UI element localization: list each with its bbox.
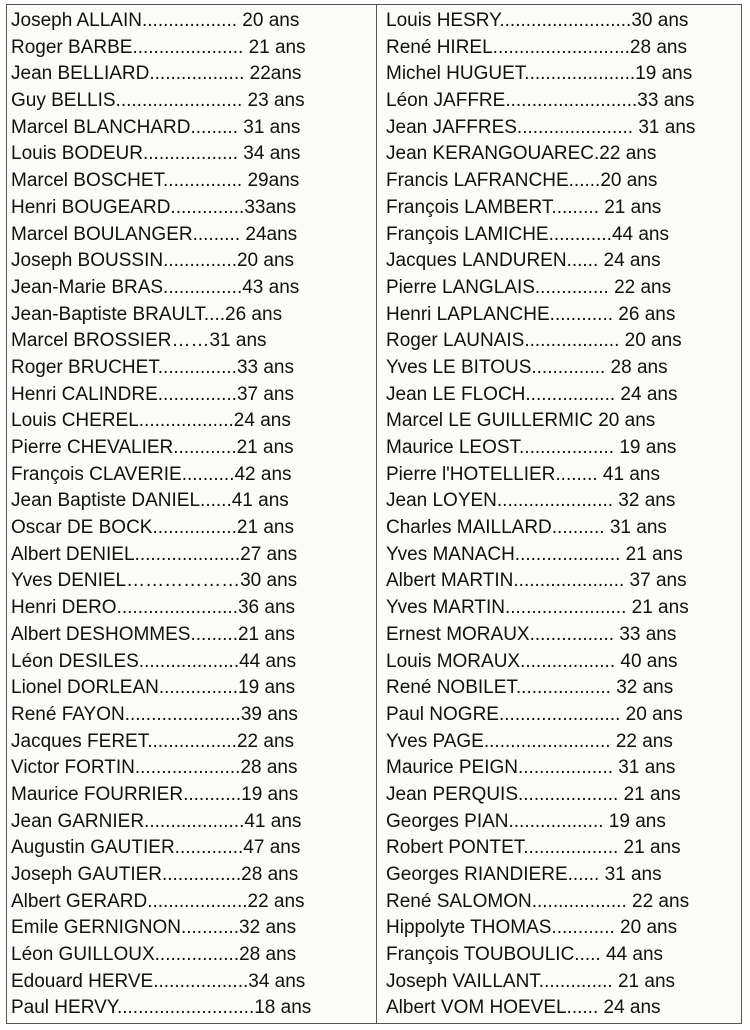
list-item: Jacques LANDUREN...... 24 ans bbox=[386, 250, 661, 272]
list-item: Joseph GAUTIER...............28 ans bbox=[11, 864, 299, 885]
list-item: Jean BELLIARD.................. 22ans bbox=[11, 63, 302, 85]
list-item: Louis MORAUX.................. 40 ans bbox=[386, 650, 678, 672]
list-item: Jacques FERET.................22 ans bbox=[11, 730, 295, 752]
list-item: Augustin GAUTIER.............47 ans bbox=[11, 837, 301, 859]
list-item: René HIREL..........................28 ans bbox=[386, 36, 687, 58]
list-item: François LAMICHE............44 ans bbox=[386, 223, 669, 245]
list-item: Pierre LANGLAIS.............. 22 ans bbox=[386, 276, 672, 298]
list-item: Georges RIANDIERE...... 31 ans bbox=[386, 864, 662, 885]
list-item: Marcel BLANCHARD......... 31 ans bbox=[11, 116, 301, 138]
list-item: Joseph BOUSSIN..............20 ans bbox=[11, 250, 295, 272]
list-item: Roger BRUCHET...............33 ans bbox=[11, 356, 294, 378]
list-item: Hippolyte THOMAS............ 20 ans bbox=[386, 917, 678, 939]
list-item: Roger BARBE..................... 21 ans bbox=[11, 36, 306, 58]
list-item: François TOUBOULIC..... 44 ans bbox=[386, 944, 664, 966]
list-item: Joseph ALLAIN.................. 20 ans bbox=[11, 10, 300, 31]
list-item: Pierre CHEVALIER............21 ans bbox=[11, 437, 294, 458]
list-item: Jean-Baptiste BRAULT....26 ans bbox=[11, 303, 283, 325]
list-item: Francis LAFRANCHE......20 ans bbox=[386, 170, 658, 192]
list-item: Henri LAPLANCHE............ 26 ans bbox=[386, 303, 676, 325]
list-item: François LAMBERT......... 21 ans bbox=[386, 196, 662, 218]
list-item: René NOBILET.................. 32 ans bbox=[386, 677, 674, 699]
list-item: Paul HERVY..........................18 ans bbox=[11, 997, 312, 1019]
list-item: Michel HUGUET.....................19 ans bbox=[386, 63, 693, 85]
list-item: Albert VOM HOEVEL...... 24 ans bbox=[386, 997, 661, 1019]
list-item: Joseph VAILLANT.............. 21 ans bbox=[386, 970, 676, 992]
list-item: Maurice PEIGN.................. 31 ans bbox=[386, 757, 676, 779]
list-item: Henri CALINDRE...............37 ans bbox=[11, 383, 294, 405]
list-item: Yves MANACH.................... 21 ans bbox=[386, 543, 683, 565]
list-item: Maurice FOURRIER...........19 ans bbox=[11, 783, 299, 805]
list-item: Jean Baptiste DANIEL......41 ans bbox=[11, 490, 289, 512]
list-item: Yves PAGE........................ 22 ans bbox=[386, 730, 673, 752]
list-item: Edouard HERVE..................34 ans bbox=[11, 970, 306, 992]
list-item: Georges PIAN.................. 19 ans bbox=[386, 810, 666, 832]
list-item: René FAYON......................39 ans bbox=[11, 703, 298, 725]
list-item: Albert DENIEL....................27 ans bbox=[11, 543, 298, 565]
list-item: Jean KERANGOUAREC.22 ans bbox=[386, 143, 657, 165]
list-item: Jean JAFFRES...................... 31 ans bbox=[386, 116, 696, 138]
list-item: Pierre l'HOTELLIER........ 41 ans bbox=[386, 463, 660, 485]
list-item: Jean LOYEN...................... 32 ans bbox=[386, 490, 676, 512]
right-name-list bbox=[378, 5, 741, 1022]
list-item: Marcel LE GUILLERMIC 20 ans bbox=[386, 410, 656, 432]
list-item: Jean LE FLOCH................. 24 ans bbox=[386, 383, 678, 405]
list-item: René SALOMON.................. 22 ans bbox=[386, 890, 690, 912]
list-item: Maurice LEOST.................. 19 ans bbox=[386, 437, 677, 458]
list-item: Robert PONTET.................. 21 ans bbox=[386, 837, 681, 859]
list-item: Oscar DE BOCK................21 ans bbox=[11, 517, 294, 539]
list-item: Marcel BROSSIER……31 ans bbox=[11, 330, 267, 352]
list-item: Ernest MORAUX................ 33 ans bbox=[386, 623, 677, 645]
list-item: Guy BELLIS........................ 23 ans bbox=[11, 90, 305, 112]
list-item: Louis HESRY.........................30 ans bbox=[386, 10, 689, 31]
list-item: Albert GERARD...................22 ans bbox=[11, 890, 305, 912]
list-item: Lionel DORLEAN...............19 ans bbox=[11, 677, 296, 699]
list-item: Jean-Marie BRAS...............43 ans bbox=[11, 276, 300, 298]
list-item: Yves LE BITOUS.............. 28 ans bbox=[386, 356, 668, 378]
list-item: Albert DESHOMMES.........21 ans bbox=[11, 623, 296, 645]
list-item: Léon GUILLOUX................28 ans bbox=[11, 944, 297, 966]
list-item: Yves MARTIN....................... 21 ans bbox=[386, 597, 689, 619]
list-item: François CLAVERIE..........42 ans bbox=[11, 463, 292, 485]
list-item: Paul NOGRE....................... 20 ans bbox=[386, 703, 683, 725]
list-item: Louis CHEREL..................24 ans bbox=[11, 410, 291, 432]
name-list-table bbox=[6, 4, 742, 1024]
list-item: Jean GARNIER...................41 ans bbox=[11, 810, 302, 832]
list-item: Léon DESILES...................44 ans bbox=[11, 650, 297, 672]
right-column bbox=[378, 5, 741, 1023]
list-item: Roger LAUNAIS.................. 20 ans bbox=[386, 330, 682, 352]
list-item: Louis BODEUR.................. 34 ans bbox=[11, 143, 301, 165]
list-item: Léon JAFFRE.........................33 ans bbox=[386, 90, 695, 112]
list-item: Jean PERQUIS................... 21 ans bbox=[386, 783, 681, 805]
left-name-list bbox=[7, 5, 376, 1022]
left-column bbox=[7, 5, 377, 1023]
list-item: Henri BOUGEARD..............33ans bbox=[11, 196, 297, 218]
list-item: Marcel BOSCHET............... 29ans bbox=[11, 170, 300, 192]
list-item: Yves DENIEL………………30 ans bbox=[11, 570, 298, 592]
list-item: Charles MAILLARD.......... 31 ans bbox=[386, 517, 667, 539]
list-item: Albert MARTIN..................... 37 ans bbox=[386, 570, 687, 592]
list-item: Emile GERNIGNON...........32 ans bbox=[11, 917, 297, 939]
list-item: Victor FORTIN....................28 ans bbox=[11, 757, 298, 779]
list-item: Marcel BOULANGER......... 24ans bbox=[11, 223, 298, 245]
list-item: Henri DERO.......................36 ans bbox=[11, 597, 296, 619]
